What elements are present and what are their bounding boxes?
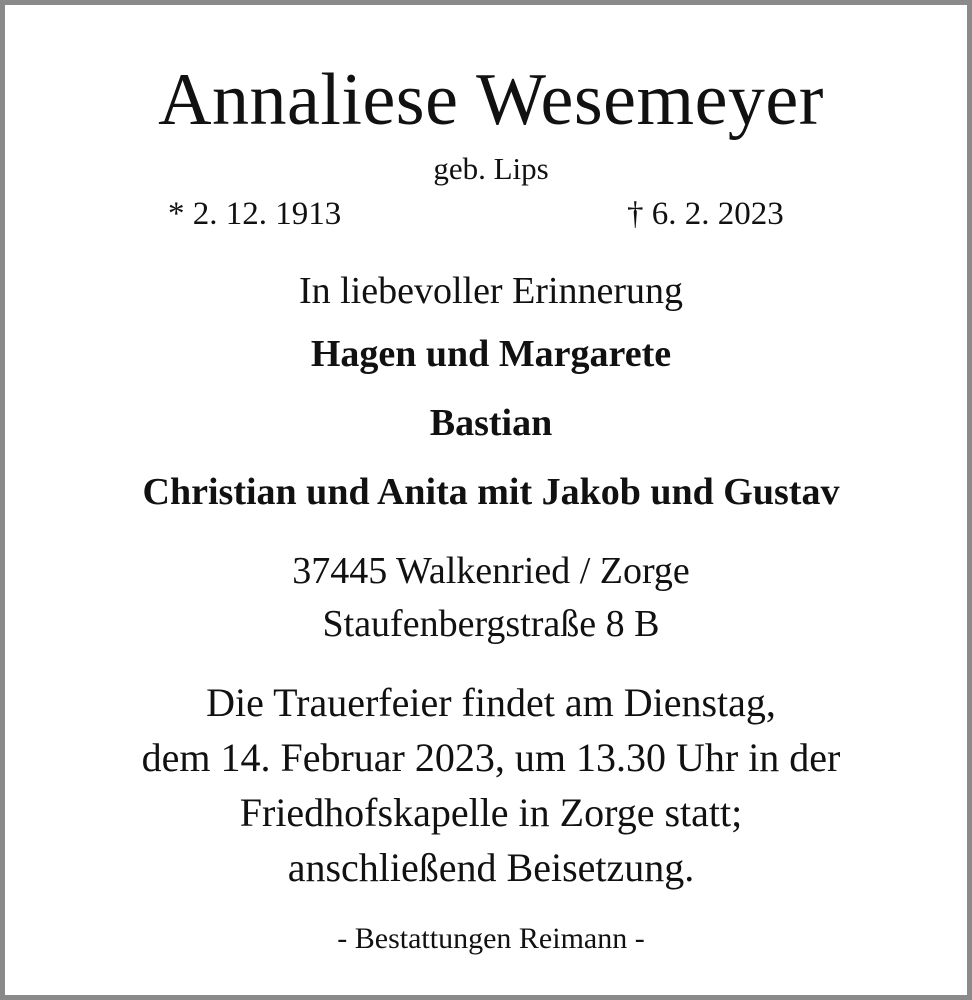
family-line-1: Hagen und Margarete xyxy=(310,333,672,375)
undertaker-credit: - Bestattungen Reimann - xyxy=(337,922,645,955)
service-line-3: Friedhofskapelle in Zorge statt; xyxy=(239,790,743,835)
address-line-2: Staufenbergstraße 8 B xyxy=(322,603,660,645)
family-line-3: Christian und Anita mit Jakob und Gustav xyxy=(142,471,840,513)
maiden-name: geb. Lips xyxy=(433,151,549,186)
birth-date: * 2. 12. 1913 xyxy=(168,196,342,232)
address-line-1: 37445 Walkenried / Zorge xyxy=(292,550,690,592)
service-line-4: anschließend Beisetzung. xyxy=(287,845,695,890)
death-date: † 6. 2. 2023 xyxy=(627,196,784,232)
family-line-2: Bastian xyxy=(429,402,553,444)
deceased-name: Annaliese Wesemeyer xyxy=(158,59,824,141)
service-line-1: Die Trauerfeier findet am Dienstag, xyxy=(206,680,776,725)
remembrance-text: In liebevoller Erinnerung xyxy=(298,270,684,312)
life-dates xyxy=(5,198,972,238)
service-line-2: dem 14. Februar 2023, um 13.30 Uhr in der xyxy=(141,735,841,780)
